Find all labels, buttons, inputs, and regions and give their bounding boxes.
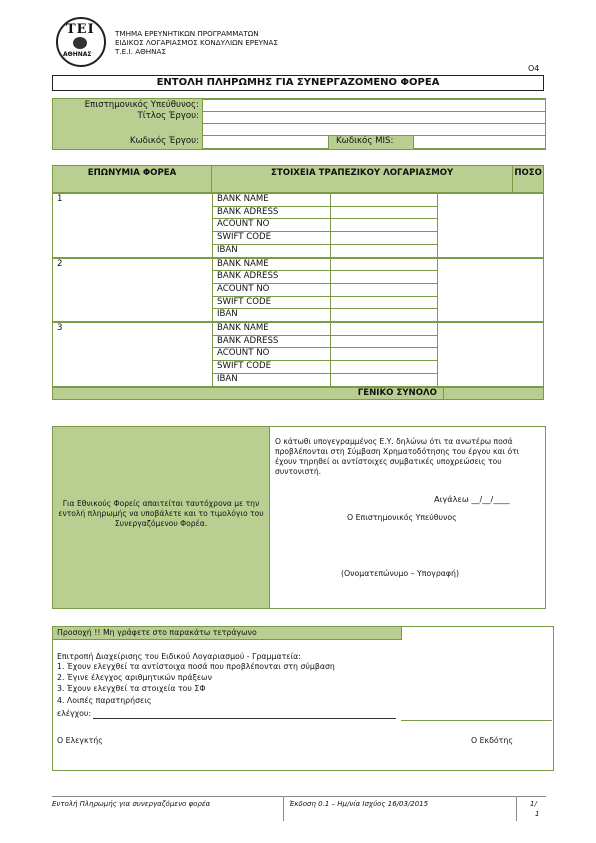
issuer-label: Ο Εκδότης [471, 736, 513, 745]
org-line-2: ΕΙΔΙΚΟΣ ΛΟΓΑΡΙΑΣΜΟΣ ΚΟΝΔΥΛΙΩΝ ΕΡΕΥΝΑΣ [115, 38, 278, 47]
checks-line[interactable] [93, 718, 396, 719]
declaration-statement: Ο κάτωθι υπογεγραμμένος Ε.Υ. δηλώνω ότι τα ανωτέρω ποσά προβλέπονται στη Σύμβαση Χρηματοδότησης του έργου και ότι έχουν τηρηθεί οι αντίστοιχες συμβατικές υποχρεώσεις του συντονιστή. [275, 437, 520, 476]
bank-field-value[interactable] [331, 348, 438, 361]
tei-logo [56, 17, 106, 67]
footer-version: Έκδοση 0.1 – Ημ/νία Ισχύος 16/03/2015 [289, 800, 429, 808]
bank-field-value[interactable] [331, 219, 438, 232]
office-use-block [52, 626, 554, 771]
project-code-field[interactable] [202, 135, 329, 149]
col-header-bank: ΣΤΟΙΧΕΙΑ ΤΡΑΠΕΖΙΚΟΥ ΛΟΓΑΡΙΑΣΜΟΥ [212, 166, 513, 193]
bank-field-value[interactable] [331, 296, 438, 309]
form-title: ΕΝΤΟΛΗ ΠΛΗΡΩΜΗΣ ΓΙΑ ΣΥΝΕΡΓΑΖΟΜΕΝΟ ΦΟΡΕΑ [52, 75, 544, 91]
bank-field-value[interactable] [331, 323, 438, 336]
bank-field-label: BANK NAME [213, 323, 331, 336]
total-amount-cell[interactable] [444, 387, 544, 400]
project-info-block [52, 98, 546, 150]
bank-field-value[interactable] [331, 361, 438, 374]
project-code-label: Κωδικός Έργου: [129, 136, 199, 146]
bank-field-value[interactable] [331, 335, 438, 348]
bank-field-value[interactable] [331, 309, 438, 322]
bank-field-value[interactable] [331, 206, 438, 219]
amount-cell[interactable] [438, 258, 544, 322]
checks-line-label: ελέγχου: [57, 709, 92, 718]
total-label: ΓΕΝΙΚΟ ΣΥΝΟΛΟ [53, 387, 444, 400]
signer-title: Ο Επιστημονικός Υπεύθυνος [347, 513, 457, 522]
org-line-3: Τ.Ε.Ι. ΑΘΗΝΑΣ [115, 47, 167, 56]
mis-code-label: Κωδικός MIS: [336, 136, 394, 146]
bank-field-label: ACOUNT NO [213, 219, 331, 232]
bank-field-label: IBAN [213, 244, 331, 257]
payee-row-3 [52, 322, 544, 387]
footer-title: Εντολή Πληρωμής για συνεργαζόμενο φορέα [52, 800, 211, 808]
bank-field-label: BANK ADRESS [213, 206, 331, 219]
bank-field-value[interactable] [331, 271, 438, 284]
amount-cell[interactable] [438, 194, 544, 258]
office-warning-bar [53, 627, 402, 640]
payee-row-2 [52, 258, 544, 323]
committee-heading: Επιτροπή Διαχείρισης του Ειδικού Λογαριασμού - Γραμματεία: [57, 652, 301, 661]
bank-field-label: IBAN [213, 309, 331, 322]
bank-field-label: BANK NAME [213, 258, 331, 271]
col-header-amount: ΠΟΣΟ [513, 166, 544, 193]
logo-text-bottom: ΑΘΗΝΑΣ [63, 51, 92, 58]
bank-field-label: BANK ADRESS [213, 335, 331, 348]
logo-emblem-icon [73, 37, 87, 49]
declaration-block [52, 426, 546, 609]
mis-code-field[interactable] [413, 135, 546, 149]
payee-number[interactable]: 2 [53, 258, 213, 322]
check-item: 1. Έχουν ελεγχθεί τα αντίστοιχα ποσά που προβλέπονται στη σύμβαση [57, 662, 335, 671]
office-warning: Προσοχή !! Μη γράφετε στο παρακάτω τετράγωνο [57, 628, 257, 637]
signature-hint[interactable]: (Ονοματεπώνυμο – Υπογραφή) [341, 569, 460, 578]
bank-field-label: BANK ADRESS [213, 271, 331, 284]
bank-field-label: SWIFT CODE [213, 296, 331, 309]
logo-text-top: ΤΕΙ [66, 22, 95, 37]
payee-number[interactable]: 3 [53, 323, 213, 387]
footer-divider [516, 797, 517, 821]
scientist-label: Επιστημονικός Υπεύθυνος: [84, 100, 199, 110]
footer-rule [52, 796, 546, 797]
checks-separator [401, 720, 552, 721]
project-title-label: Τίτλος Έργου: [137, 111, 199, 121]
auditor-label: Ο Ελεγκτής [57, 736, 103, 745]
footer-page-total: 1 [535, 810, 540, 818]
check-item: 2. Έγινε έλεγχος αριθμητικών πράξεων [57, 673, 212, 682]
bank-field-value[interactable] [331, 258, 438, 271]
footer-divider [283, 797, 284, 821]
col-header-name: ΕΠΩΝΥΜΙΑ ΦΟΡΕΑ [53, 166, 212, 193]
national-bodies-note: Για Εθνικούς Φορείς απαιτείται ταυτόχρονα με την εντολή πληρωμής να υποβάλετε και το τιμολόγιο του Συνεργαζόμενου Φορέα. [58, 499, 264, 528]
check-item: 4. Λοιπές παρατηρήσεις [57, 696, 152, 705]
bank-field-label: BANK NAME [213, 194, 331, 207]
payments-table [52, 165, 544, 400]
check-item: 3. Έχουν ελεγχθεί τα στοιχεία του ΣΦ [57, 684, 206, 693]
national-bodies-note-box [53, 427, 270, 608]
bank-field-value[interactable] [331, 194, 438, 207]
bank-field-value[interactable] [331, 232, 438, 245]
bank-field-value[interactable] [331, 283, 438, 296]
bank-field-value[interactable] [331, 244, 438, 257]
payee-row-1 [52, 193, 544, 258]
place-date[interactable]: Αιγάλεω __/__/____ [434, 494, 510, 504]
footer-page: 1/ [530, 800, 537, 808]
bank-field-label: IBAN [213, 373, 331, 386]
bank-field-label: ACOUNT NO [213, 348, 331, 361]
payee-number[interactable]: 1 [53, 194, 213, 258]
bank-field-label: SWIFT CODE [213, 232, 331, 245]
amount-cell[interactable] [438, 323, 544, 387]
bank-field-label: SWIFT CODE [213, 361, 331, 374]
bank-field-label: ACOUNT NO [213, 283, 331, 296]
total-row [52, 387, 544, 401]
bank-field-value[interactable] [331, 373, 438, 386]
form-code: O4 [528, 64, 540, 73]
org-line-1: ΤΜΗΜΑ ΕΡΕΥΝΗΤΙΚΩΝ ΠΡΟΓΡΑΜΜΑΤΩΝ [115, 29, 259, 38]
